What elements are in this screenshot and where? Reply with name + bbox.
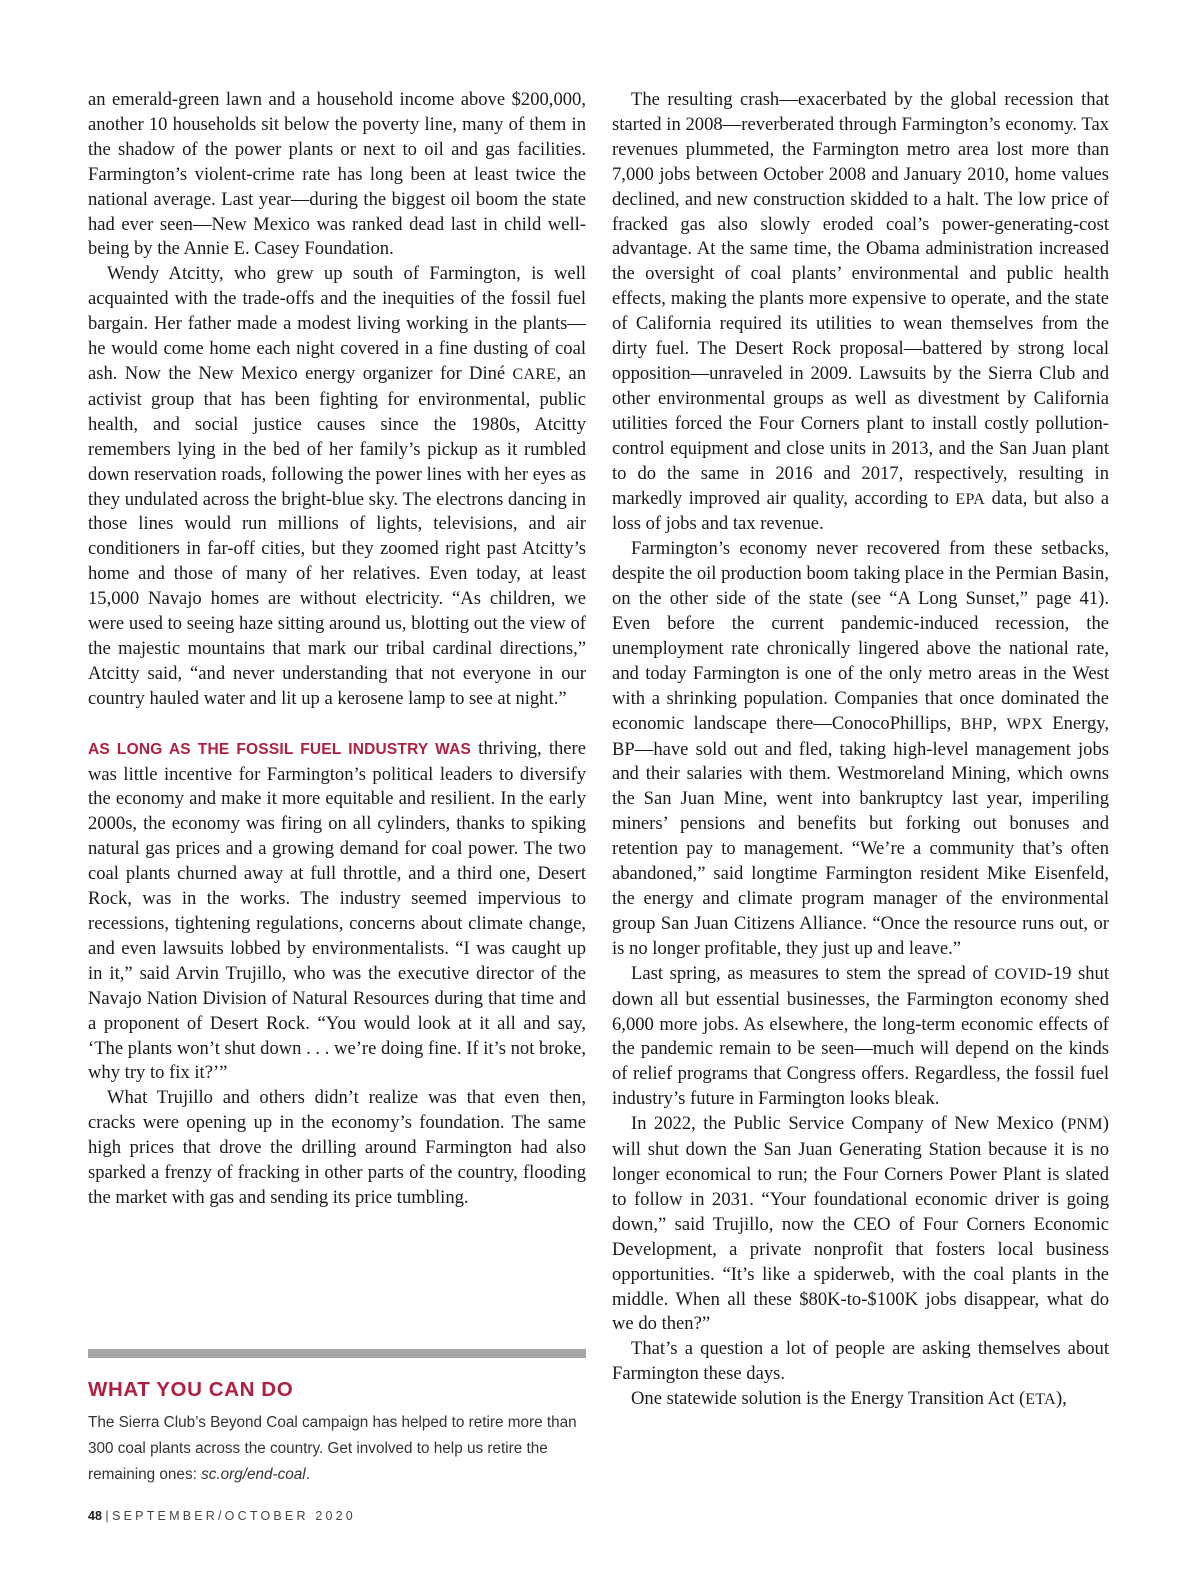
abbreviation: COVID	[994, 965, 1047, 983]
paragraph	[612, 537, 1109, 961]
abbreviation: BHP	[960, 715, 993, 733]
right-column	[612, 88, 1109, 1413]
paragraph-text: Last spring, as measures to stem the spread of	[631, 962, 995, 984]
abbreviation: CARE	[512, 365, 557, 383]
paragraph	[88, 262, 586, 711]
paragraph-text: ),	[1055, 1388, 1067, 1410]
paragraph	[612, 1112, 1109, 1337]
abbreviation: ETA	[1025, 1391, 1056, 1409]
paragraph-text: Energy, BP—have sold out and fled, taking high-level management jobs and their salaries with them. Westmoreland Mining, which owns the San Juan Mine, went into bankruptcy last year, imperiling miners’ pensions and benefits but forking out bonuses and retention pay to management. “We’re a community that’s often abandoned,” said longtime Farmington resident Mike Eisenfeld, the energy and climate program manager of the environmental group San Juan Citizens Alliance. “Once the resource runs out, or is no longer profitable, they just up and leave.”	[612, 712, 1110, 959]
sidebar-divider	[88, 1349, 586, 1358]
paragraph-text: ) will shut down the San Juan Generating Station because it is no longer economical to run; the Four Corners Power Plant is slated to follow in 2031. “Your foundational economic driver is going down,” said Trujillo, now the CEO of Four Corners Economic Development, a private nonprofit that fosters local business opportunities. “It’s like a spiderweb, with the coal plants in the middle. When all these $80K-to-$100K jobs disappear, what do we do then?”	[612, 1113, 1109, 1335]
paragraph-text: The resulting crash—exacerbated by the global recession that started in 2008—reverberated through Farmington’s economy. Tax revenues plummeted, the Farmington metro area lost more than 7,000 jobs between October 2008 and January 2010, home values declined, and new construction skidded to a halt. The low price of fracked gas also slowly eroded coal’s power-generating-cost advantage. At the same time, the Obama administration increased the oversight of coal plants’ environmental and public health effects, making the plants more expensive to operate, and the state of California required its utilities to wean themselves from the dirty fuel. The Desert Rock proposal—battered by strong local opposition—unraveled in 2009. Lawsuits by the Sierra Club and other environmental groups as well as divestment by California utilities forced the Four Corners plant to install costly pollution-control equipment and close units in 2013, and the San Juan plant to do the same in 2016 and 2017, respectively, resulting in markedly improved air quality, according to	[612, 89, 1109, 509]
paragraph	[88, 737, 586, 1087]
paragraph-text: ,	[992, 712, 1007, 734]
sidebar-title: WHAT YOU CAN DO	[88, 1378, 294, 1401]
page-number: 48	[88, 1509, 102, 1523]
issue-date: SEPTEMBER/OCTOBER 2020	[112, 1509, 356, 1523]
paragraph-text: Wendy Atcitty, who grew up south of Farmington, is well acquainted with the trade-offs and the inequities of the fossil fuel bargain. Her father made a modest living working in the plants—he would come home each night covered in a fine dusting of coal ash. Now the New Mexico energy organizer for Diné	[88, 263, 586, 384]
what-you-can-do-sidebar	[88, 1349, 586, 1488]
section-run-in-heading: AS LONG AS THE FOSSIL FUEL INDUSTRY WAS	[88, 740, 472, 758]
left-column	[88, 88, 586, 1211]
paragraph: That’s a question a lot of people are asking themselves about Farmington these days.	[612, 1338, 1109, 1385]
page-footer	[88, 1509, 356, 1523]
abbreviation: PNM	[1067, 1116, 1103, 1134]
abbreviation: EPA	[955, 490, 986, 508]
abbreviation: WPX	[1006, 715, 1043, 733]
paragraph-text: data, but also a loss of jobs and tax revenue.	[612, 487, 1109, 535]
paragraph	[612, 962, 1109, 1112]
paragraph-text: One statewide solution is the Energy Transition Act (	[631, 1388, 1026, 1410]
sidebar-link[interactable]: sc.org/end-coal	[201, 1466, 306, 1483]
sidebar-period: .	[305, 1466, 310, 1483]
paragraph-text: In 2022, the Public Service Company of New Mexico (	[631, 1113, 1068, 1135]
paragraph: an emerald-green lawn and a household income above $200,000, another 10 households sit below the poverty line, many of them in the shadow of the power plants or next to oil and gas facilities. Farmington’s violent-crime rate has long been at least twice the national average. Last year—during the biggest oil boom the state had ever seen—New Mexico was ranked dead last in child well-being by the Annie E. Casey Foundation.	[88, 89, 586, 260]
sidebar-body: The Sierra Club’s Beyond Coal campaign has helped to retire more than 300 coal plants across the country. Get involved to help us retire the remaining ones:	[88, 1414, 577, 1483]
paragraph-text: -19 shut down all but essential businesses, the Farmington economy shed 6,000 more jobs. As elsewhere, the long-term economic effects of the pandemic remain to be seen—much will depend on the kinds of relief programs that Congress offers. Regardless, the fossil fuel industry’s future in Farmington looks bleak.	[612, 962, 1109, 1110]
paragraph-text: Farmington’s economy never recovered from these setbacks, despite the oil production boom taking place in the Permian Basin, on the other side of the state (see “A Long Sunset,” page 41). Even before the current pandemic-induced recession, the unemployment rate chronically lingered above the national rate, and today Farmington is one of the only metro areas in the West with a shrinking population. Companies that once dominated the economic landscape there—ConocoPhillips,	[612, 538, 1109, 734]
paragraph-text: thriving, there was little incentive for Farmington’s political leaders to diversify the economy and make it more equitable and resilient. In the early 2000s, the economy was firing on all cylinders, thanks to spiking natural gas prices and a growing demand for coal power. The two coal plants churned away at full throttle, and a third one, Desert Rock, was in the works. The industry seemed impervious to recessions, tightening regulations, concerns about climate change, and even lawsuits lobbed by environmentalists. “I was caught up in it,” said Arvin Trujillo, who was the executive director of the Navajo Nation Division of Natural Resources during that time and a proponent of Desert Rock. “You would look at it all and say, ‘The plants won’t shut down . . . we’re doing fine. If it’s not broke, why try to fix it?’”	[88, 737, 586, 1084]
paragraph	[612, 88, 1109, 537]
sidebar-text	[88, 1410, 586, 1488]
paragraph: What Trujillo and others didn’t realize was that even then, cracks were opening up in the economy’s foundation. The same high prices that drove the drilling around Farmington had also sparked a frenzy of fracking in other parts of the country, flooding the market with gas and sending its price tumbling.	[88, 1087, 586, 1208]
paragraph	[612, 1387, 1109, 1413]
paragraph-text: , an activist group that has been fighting for environmental, public health, and social justice causes since the 1980s, Atcitty remembers lying in the bed of her family’s pickup as it rumbled down reservation roads, following the power lines with her eyes as they undulated across the bright-blue sky. The electrons dancing in those lines would run millions of lights, televisions, and air conditioners in far-off cities, but they zoomed right past Atcitty’s home and those of many of her relatives. Even today, at least 15,000 Navajo homes are without electricity. “As children, we were used to seeing haze sitting around us, blotting out the view of the majestic mountains that mark our tribal cardinal directions,” Atcitty said, “and never understanding that not everyone in our country hauled water and lit up a kerosene lamp to see at night.”	[88, 362, 586, 709]
footer-separator: |	[101, 1509, 113, 1523]
